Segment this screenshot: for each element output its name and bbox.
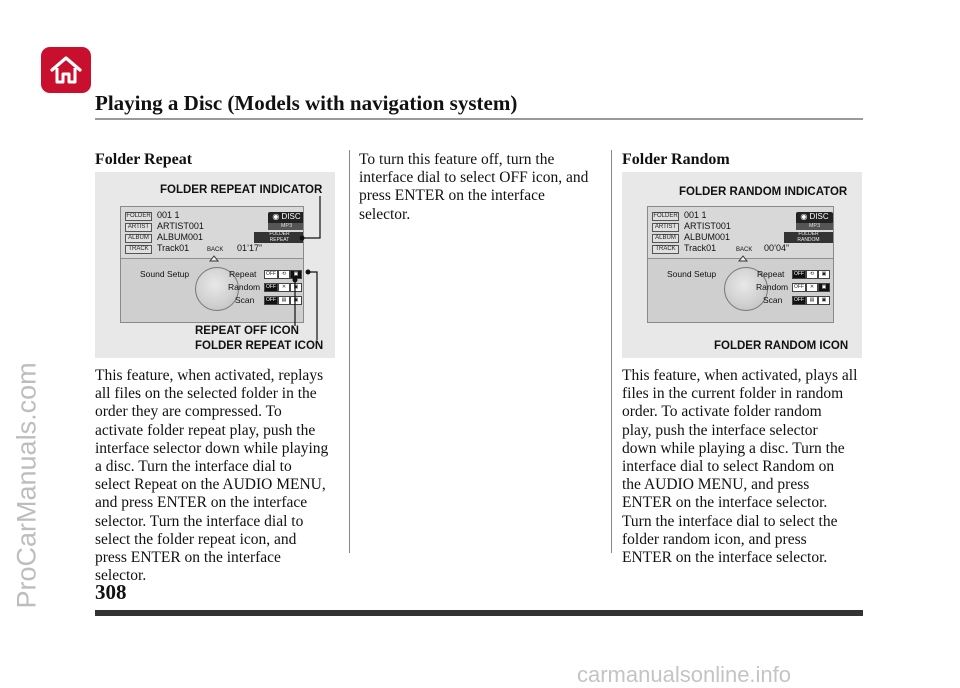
folder-value: 001 1 xyxy=(684,210,707,220)
mode-line-2: REPEAT xyxy=(269,236,290,243)
elapsed-time: 00’04” xyxy=(764,243,790,253)
artist-value: ARTIST001 xyxy=(684,221,731,231)
random-off-option[interactable]: OFF xyxy=(266,284,276,290)
body-line: order. To activate folder random xyxy=(622,403,822,421)
body-line: press ENTER on the interface xyxy=(359,187,545,205)
mode-line-2: RANDOM xyxy=(797,236,820,243)
body-line: This feature, when activated, replays xyxy=(95,367,324,384)
artist-tag: ARTIST xyxy=(125,223,152,232)
track-value: Track01 xyxy=(684,243,717,253)
body-line: To turn this feature off, turn the xyxy=(359,151,555,168)
body-line: order they are compressed. To xyxy=(95,403,282,421)
body-line: Turn the interface dial to select the xyxy=(622,512,838,530)
folder-random-body xyxy=(622,367,857,567)
page-number: 308 xyxy=(95,580,127,604)
body-line: a disc. Turn the interface dial to xyxy=(95,458,292,476)
section-title: Playing a Disc (Models with navigation system) xyxy=(95,91,518,115)
body-line: ENTER on the interface selector. xyxy=(622,549,828,567)
repeat-off-option[interactable]: OFF xyxy=(266,271,276,277)
random-off-option[interactable]: OFF xyxy=(794,284,804,290)
folder-repeat-heading: Folder Repeat xyxy=(95,151,193,168)
disc-badge: ◉ DISC xyxy=(268,212,304,224)
folder-random-indicator xyxy=(784,232,833,243)
disc-format: MP3 xyxy=(796,223,833,230)
mode-line-1: FOLDER xyxy=(798,231,819,237)
body-line: play, push the interface selector xyxy=(622,421,818,439)
back-label: BACK xyxy=(736,247,753,253)
folder-random-figure xyxy=(622,172,862,358)
repeat-track-option[interactable]: ⟲ xyxy=(278,270,290,279)
track-value: Track01 xyxy=(157,243,190,253)
turn-off-body xyxy=(359,151,588,224)
random-track-option[interactable]: ✕ xyxy=(278,283,290,292)
folder-repeat-option[interactable]: ▣ xyxy=(818,270,830,279)
elapsed-time: 01’17” xyxy=(237,243,263,253)
body-line: press ENTER on the interface xyxy=(95,549,281,567)
sound-setup-item[interactable]: Sound Setup xyxy=(667,269,717,279)
folder-tag: FOLDER xyxy=(653,213,678,219)
album-value: ALBUM001 xyxy=(157,232,204,242)
body-line: activate folder repeat play, push the xyxy=(95,421,316,439)
body-line: ENTER on the interface selector. xyxy=(622,494,828,512)
repeat-off-option[interactable]: OFF xyxy=(794,271,804,277)
disc-format: MP3 xyxy=(268,223,304,230)
folder-random-option[interactable]: ▣ xyxy=(818,283,830,292)
folder-tag: FOLDER xyxy=(126,213,151,219)
folder-scan-option[interactable]: ▣ xyxy=(818,296,830,305)
album-value: ALBUM001 xyxy=(684,232,731,242)
track-tag: TRACK xyxy=(125,245,152,254)
body-line: all files on the selected folder in the xyxy=(95,385,317,403)
back-label: BACK xyxy=(207,247,224,253)
folder-random-indicator-label: FOLDER RANDOM INDICATOR xyxy=(679,186,848,198)
audio-screen xyxy=(647,206,834,323)
folder-repeat-option[interactable]: ▣ xyxy=(290,270,302,279)
folder-random-option[interactable]: ▣ xyxy=(290,283,302,292)
body-line: selector. Turn the interface dial to xyxy=(95,512,304,530)
body-line: interface selector down while playing xyxy=(95,439,329,457)
scan-off-option[interactable]: OFF xyxy=(266,297,276,303)
body-line: interface dial to select Random on xyxy=(622,458,835,476)
body-line: This feature, when activated, plays all xyxy=(622,367,858,384)
body-line: interface dial to select OFF icon, and xyxy=(359,169,589,187)
folder-random-heading: Folder Random xyxy=(622,151,730,168)
body-line: the AUDIO MENU, and press xyxy=(622,476,810,494)
repeat-off-icon-label: REPEAT OFF ICON xyxy=(195,325,299,337)
sound-setup-item[interactable]: Sound Setup xyxy=(140,269,190,279)
body-line: down while playing a disc. Turn the xyxy=(622,439,845,457)
body-line: select Repeat on the AUDIO MENU, xyxy=(95,476,326,494)
random-menu-item[interactable]: Random xyxy=(756,282,789,292)
back-arrow-icon xyxy=(738,255,748,262)
scan-menu-item[interactable]: Scan xyxy=(235,295,255,305)
artist-value: ARTIST001 xyxy=(157,221,204,231)
random-track-option[interactable]: ✕ xyxy=(806,283,818,292)
body-line: selector. xyxy=(359,205,411,223)
album-tag: ALBUM xyxy=(652,234,679,243)
scan-track-option[interactable]: ▤ xyxy=(806,296,818,305)
repeat-track-option[interactable]: ⟲ xyxy=(806,270,818,279)
scan-track-option[interactable]: ▤ xyxy=(278,296,290,305)
album-tag: ALBUM xyxy=(125,234,152,243)
scan-menu-item[interactable]: Scan xyxy=(763,295,783,305)
folder-value: 001 1 xyxy=(157,210,180,220)
folder-repeat-icon-label: FOLDER REPEAT ICON xyxy=(195,340,324,352)
folder-repeat-body xyxy=(95,367,328,585)
side-watermark: ProCarManuals.com xyxy=(11,362,42,609)
folder-random-icon-label: FOLDER RANDOM ICON xyxy=(714,340,849,352)
random-menu-item[interactable]: Random xyxy=(228,282,261,292)
artist-tag: ARTIST xyxy=(652,223,679,232)
folder-scan-option[interactable]: ▣ xyxy=(290,296,302,305)
repeat-menu-item[interactable]: Repeat xyxy=(757,269,785,279)
track-tag: TRACK xyxy=(652,245,679,254)
body-line: and press ENTER on the interface xyxy=(95,494,308,512)
mode-line-1: FOLDER xyxy=(269,231,290,237)
footer-band xyxy=(95,610,863,616)
body-line: files in the current folder in random xyxy=(622,385,844,403)
body-line: selector. xyxy=(95,567,147,585)
repeat-menu-item[interactable]: Repeat xyxy=(229,269,257,279)
folder-repeat-indicator-label: FOLDER REPEAT INDICATOR xyxy=(160,184,323,196)
body-line: select the folder repeat icon, and xyxy=(95,530,297,548)
bottom-watermark: carmanualsonline.info xyxy=(577,662,792,687)
body-line: folder random icon, and press xyxy=(622,530,807,548)
scan-off-option[interactable]: OFF xyxy=(794,297,804,303)
disc-badge: ◉ DISC xyxy=(796,212,833,224)
